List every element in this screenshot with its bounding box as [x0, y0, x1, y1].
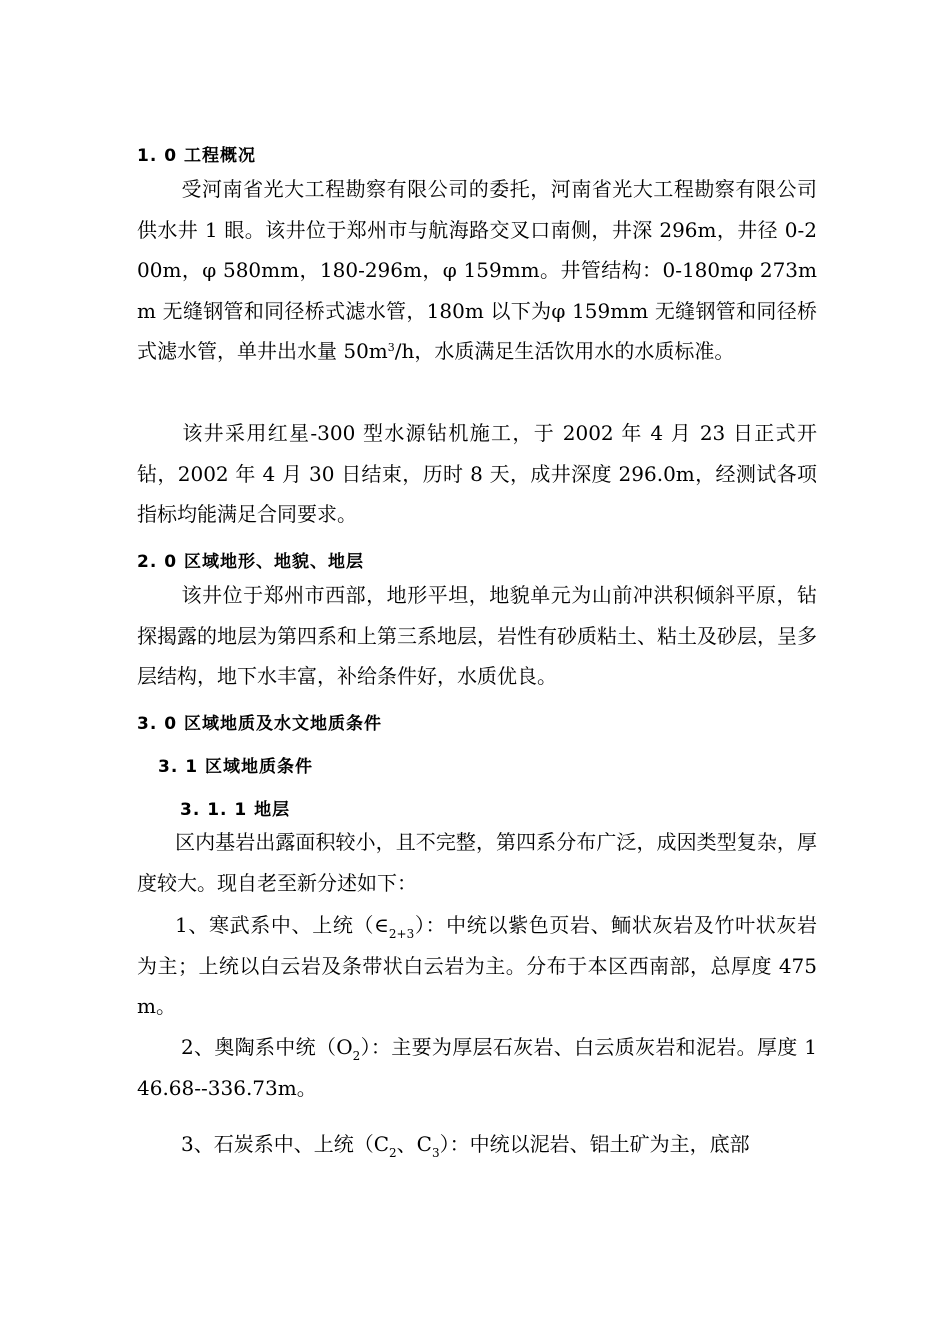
section-heading-2: 2. 0 区域地形、地貌、地层 — [137, 552, 364, 572]
paragraph-ordovician: 2、奥陶系中统$(O_2)$：主要为厚层石灰岩、白云质灰岩和泥岩。厚度 146.68--336.73m。 — [137, 1035, 817, 1100]
section-heading-3-1-1: 3. 1. 1 地层 — [180, 800, 291, 820]
paragraph-terrain: 该井位于郑州市西部，地形平坦，地貌单元为山前冲洪积倾斜平原，钻探揭露的地层为第四系和上第三系地层，岩性有砂质粘土、粘土及砂层，呈多层结构，地下水丰富，补给条件好，水质优良。 — [137, 583, 817, 688]
paragraph-strata-intro: 区内基岩出露面积较小，且不完整，第四系分布广泛，成因类型复杂，厚度较大。现自老至新分述如下： — [137, 830, 817, 895]
section-heading-3: 3. 0 区域地质及水文地质条件 — [137, 714, 382, 734]
paragraph-carboniferous: 3、石炭系中、上统（$C_2$、$C_3$）：中统以泥岩、铝土矿为主，底部 — [181, 1132, 750, 1160]
paragraph-drilling: 该井采用红星-300 型水源钻机施工，于 2002 年 4 月 23 日正式开钻，2002 年 4 月 30 日结束，历时 8 天，成井深度 296.0m，经测试各项指标均能满足合同要求。 — [137, 421, 817, 526]
paragraph-cambrian: 1、寒武系中、上统$(\in_{2+3})$：中统以紫色页岩、鲕状灰岩及竹叶状灰岩为主；上统以白云岩及条带状白云岩为主。分布于本区西南部，总厚度 475m。 — [137, 913, 818, 1018]
paragraph-project-overview: 受河南省光大工程勘察有限公司的委托，河南省光大工程勘察有限公司供水井 1 眼。该井位于郑州市与航海路交叉口南侧，井深 296m，井径 0-200m，φ 580mm，180-296m，φ 159mm。井管结构：0-180mφ 273mm 无缝钢管和同径桥式滤水管，180m 以下为φ 159mm 无缝钢管和同径桥式滤水管，单井出水量 $50m^3/h$，水质满足生活饮用水的水质标准。 — [137, 177, 817, 363]
section-heading-1: 1. 0 工程概况 — [137, 146, 256, 166]
section-heading-3-1: 3. 1 区域地质条件 — [158, 757, 313, 777]
